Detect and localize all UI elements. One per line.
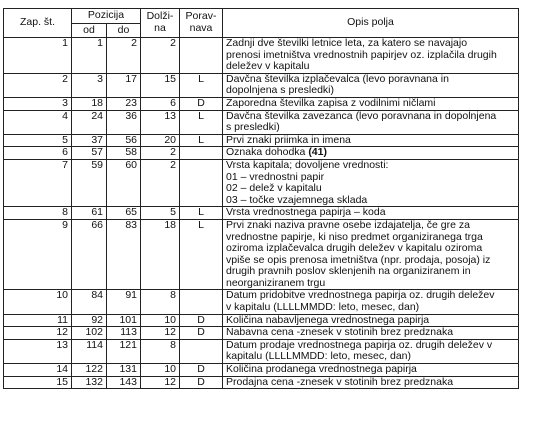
cell-od: 59 — [72, 159, 107, 206]
table-row — [4, 97, 519, 110]
opis-line: drugih pravnih poslov sklenjenih na organiziranem in — [226, 265, 471, 278]
cell-zap: 13 — [4, 339, 72, 363]
cell-od: 114 — [72, 339, 107, 363]
cell-poravnava — [180, 339, 223, 363]
cell-opis — [223, 110, 519, 134]
opis-line: Davčna številka zavezanca (levo poravnana in dopolnjena — [226, 110, 497, 122]
header-pozicija: Pozicija — [72, 9, 141, 24]
cell-dolzina: 12 — [141, 327, 180, 340]
cell-opis — [223, 327, 519, 340]
header-dolzina — [141, 9, 180, 38]
cell-od: 3 — [72, 73, 107, 97]
table-row — [4, 110, 519, 134]
cell-poravnava — [180, 159, 223, 206]
cell-dolzina: 13 — [141, 110, 180, 134]
header-poravnava-line2: nava — [189, 22, 213, 34]
cell-od: 1 — [72, 38, 107, 74]
cell-do: 113 — [107, 327, 141, 340]
opis-line: Prvi znaki priimka in imena — [226, 134, 351, 146]
cell-do: 101 — [107, 314, 141, 327]
cell-dolzina: 20 — [141, 134, 180, 147]
opis-line: Zaporedna številka zapisa z vodilnimi ničlami — [226, 97, 436, 109]
cell-do: 2 — [107, 38, 141, 74]
header-opis: Opis polja — [223, 9, 519, 38]
cell-opis — [223, 134, 519, 147]
cell-od: 132 — [72, 376, 107, 389]
header-poravnava-line1: Porav- — [185, 10, 217, 23]
table-body — [4, 38, 519, 389]
opis-line: Davčna številka izplačevalca (levo poravnana in — [226, 73, 449, 85]
table-row — [4, 147, 519, 160]
cell-do: 36 — [107, 110, 141, 134]
opis-line: Prodajna cena -znesek v stotinih brez predznaka — [226, 376, 454, 388]
table-row — [4, 73, 519, 97]
opis-line: neorganiziranem trgu — [226, 276, 326, 289]
opis-line: Nabavna cena -znesek v stotinih brez predznaka — [226, 326, 454, 339]
document-table-wrapper — [3, 8, 519, 389]
cell-opis — [223, 314, 519, 327]
cell-od: 92 — [72, 314, 107, 327]
cell-od: 102 — [72, 327, 107, 340]
cell-od: 37 — [72, 134, 107, 147]
opis-line: vpiše se opis prenosa imetništva (npr. prodaja, posoja) iz — [226, 253, 491, 266]
cell-poravnava: D — [180, 327, 223, 340]
cell-do: 58 — [107, 147, 141, 160]
header-do: do — [107, 24, 141, 38]
opis-line: Vrsta kapitala; dovoljene vrednosti: — [226, 159, 389, 171]
cell-dolzina: 5 — [141, 207, 180, 220]
cell-zap: 2 — [4, 73, 72, 97]
table-row — [4, 339, 519, 363]
opis-line: dopolnjena s presledki) — [226, 84, 334, 97]
opis-line: prenosi imetništva vrednostnih papirjev oz. izplačila drugih — [226, 48, 497, 61]
cell-dolzina: 15 — [141, 73, 180, 97]
cell-poravnava: L — [180, 73, 223, 97]
cell-poravnava: D — [180, 364, 223, 377]
table-row — [4, 207, 519, 220]
cell-opis — [223, 207, 519, 220]
cell-poravnava — [180, 38, 223, 74]
opis-line: s presledki) — [226, 121, 280, 134]
table-row — [4, 327, 519, 340]
cell-do: 23 — [107, 97, 141, 110]
cell-od: 84 — [72, 290, 107, 314]
cell-zap: 11 — [4, 314, 72, 327]
opis-line: 02 – delež v kapitalu — [226, 182, 322, 195]
cell-zap: 14 — [4, 364, 72, 377]
cell-zap: 4 — [4, 110, 72, 134]
cell-opis — [223, 147, 519, 160]
cell-od: 18 — [72, 97, 107, 110]
cell-dolzina: 18 — [141, 219, 180, 290]
table-row — [4, 376, 519, 389]
cell-do: 121 — [107, 339, 141, 363]
header-od: od — [72, 24, 107, 38]
cell-opis — [223, 339, 519, 363]
income-code-bold: (41) — [308, 146, 327, 159]
cell-od: 61 — [72, 207, 107, 220]
cell-od: 24 — [72, 110, 107, 134]
opis-line: Količina nabavljenega vrednostnega papirja — [226, 314, 430, 326]
opis-line: kapitalu (LLLLMMDD: leto, mesec, dan) — [226, 350, 411, 363]
opis-line: Vrsta vrednostnega papirja – koda — [226, 206, 386, 219]
opis-line: v kapitalu (LLLLMMDD: leto, mesec, dan) — [226, 301, 420, 314]
cell-opis — [223, 364, 519, 377]
opis-line: Prvi znaki naziva pravne osebe izdajatelja, če gre za — [226, 219, 470, 231]
cell-zap: 7 — [4, 159, 72, 206]
cell-zap: 8 — [4, 207, 72, 220]
header-dolzina-line2: na — [154, 22, 166, 34]
cell-zap: 15 — [4, 376, 72, 389]
cell-od: 66 — [72, 219, 107, 290]
table-row — [4, 364, 519, 377]
cell-zap: 3 — [4, 97, 72, 110]
cell-opis — [223, 219, 519, 290]
cell-dolzina: 2 — [141, 147, 180, 160]
opis-line: Oznaka dohodka — [226, 146, 309, 159]
cell-dolzina: 12 — [141, 376, 180, 389]
cell-poravnava: L — [180, 110, 223, 134]
cell-zap: 10 — [4, 290, 72, 314]
cell-opis — [223, 290, 519, 314]
cell-do: 56 — [107, 134, 141, 147]
cell-zap: 9 — [4, 219, 72, 290]
opis-line: vrednostne papirje, ki niso predmet organiziranega trga — [226, 230, 483, 243]
opis-line: Datum prodaje vrednostnega papirja oz. drugih deležev v — [226, 339, 493, 351]
table-row — [4, 134, 519, 147]
cell-poravnava — [180, 290, 223, 314]
opis-line: 01 – vrednostni papir — [226, 170, 325, 183]
cell-opis — [223, 376, 519, 389]
table-row — [4, 159, 519, 206]
table-row — [4, 38, 519, 74]
cell-od: 122 — [72, 364, 107, 377]
cell-do: 131 — [107, 364, 141, 377]
cell-dolzina: 10 — [141, 364, 180, 377]
cell-opis — [223, 159, 519, 206]
cell-do: 17 — [107, 73, 141, 97]
cell-poravnava: D — [180, 376, 223, 389]
table-row — [4, 219, 519, 290]
header-zap: Zap. št. — [4, 9, 72, 38]
header-poravnava — [180, 9, 223, 38]
cell-od: 57 — [72, 147, 107, 160]
cell-zap: 5 — [4, 134, 72, 147]
cell-do: 60 — [107, 159, 141, 206]
table-row — [4, 314, 519, 327]
opis-line: Datum pridobitve vrednostnega papirja oz. drugih deležev — [226, 289, 495, 302]
cell-dolzina: 8 — [141, 290, 180, 314]
cell-dolzina: 2 — [141, 159, 180, 206]
cell-dolzina: 10 — [141, 314, 180, 327]
cell-dolzina: 2 — [141, 38, 180, 74]
opis-line: Zadnji dve številki letnice leta, za katero se navajajo — [226, 37, 468, 49]
cell-do: 143 — [107, 376, 141, 389]
cell-poravnava: D — [180, 97, 223, 110]
cell-opis — [223, 97, 519, 110]
opis-line: 03 – točke vzajemnega sklada — [226, 193, 368, 206]
cell-poravnava — [180, 147, 223, 160]
cell-zap: 1 — [4, 38, 72, 74]
cell-zap: 6 — [4, 147, 72, 160]
cell-opis — [223, 73, 519, 97]
cell-do: 91 — [107, 290, 141, 314]
opis-line: Količina prodanega vrednostnega papirja — [226, 363, 417, 376]
cell-do: 65 — [107, 207, 141, 220]
cell-poravnava: L — [180, 207, 223, 220]
cell-do: 83 — [107, 219, 141, 290]
cell-poravnava: D — [180, 314, 223, 327]
cell-zap: 12 — [4, 327, 72, 340]
opis-line: oziroma izplačevalca drugih deležev v kapitalu oziroma — [226, 242, 483, 255]
opis-line: deležev v kapitalu — [226, 60, 310, 73]
header-dolzina-line1: Dolži- — [146, 10, 174, 23]
cell-poravnava: L — [180, 219, 223, 290]
table-row — [4, 290, 519, 314]
cell-opis — [223, 38, 519, 74]
cell-poravnava: L — [180, 134, 223, 147]
field-spec-table — [3, 8, 519, 389]
cell-dolzina: 6 — [141, 97, 180, 110]
cell-dolzina: 8 — [141, 339, 180, 363]
